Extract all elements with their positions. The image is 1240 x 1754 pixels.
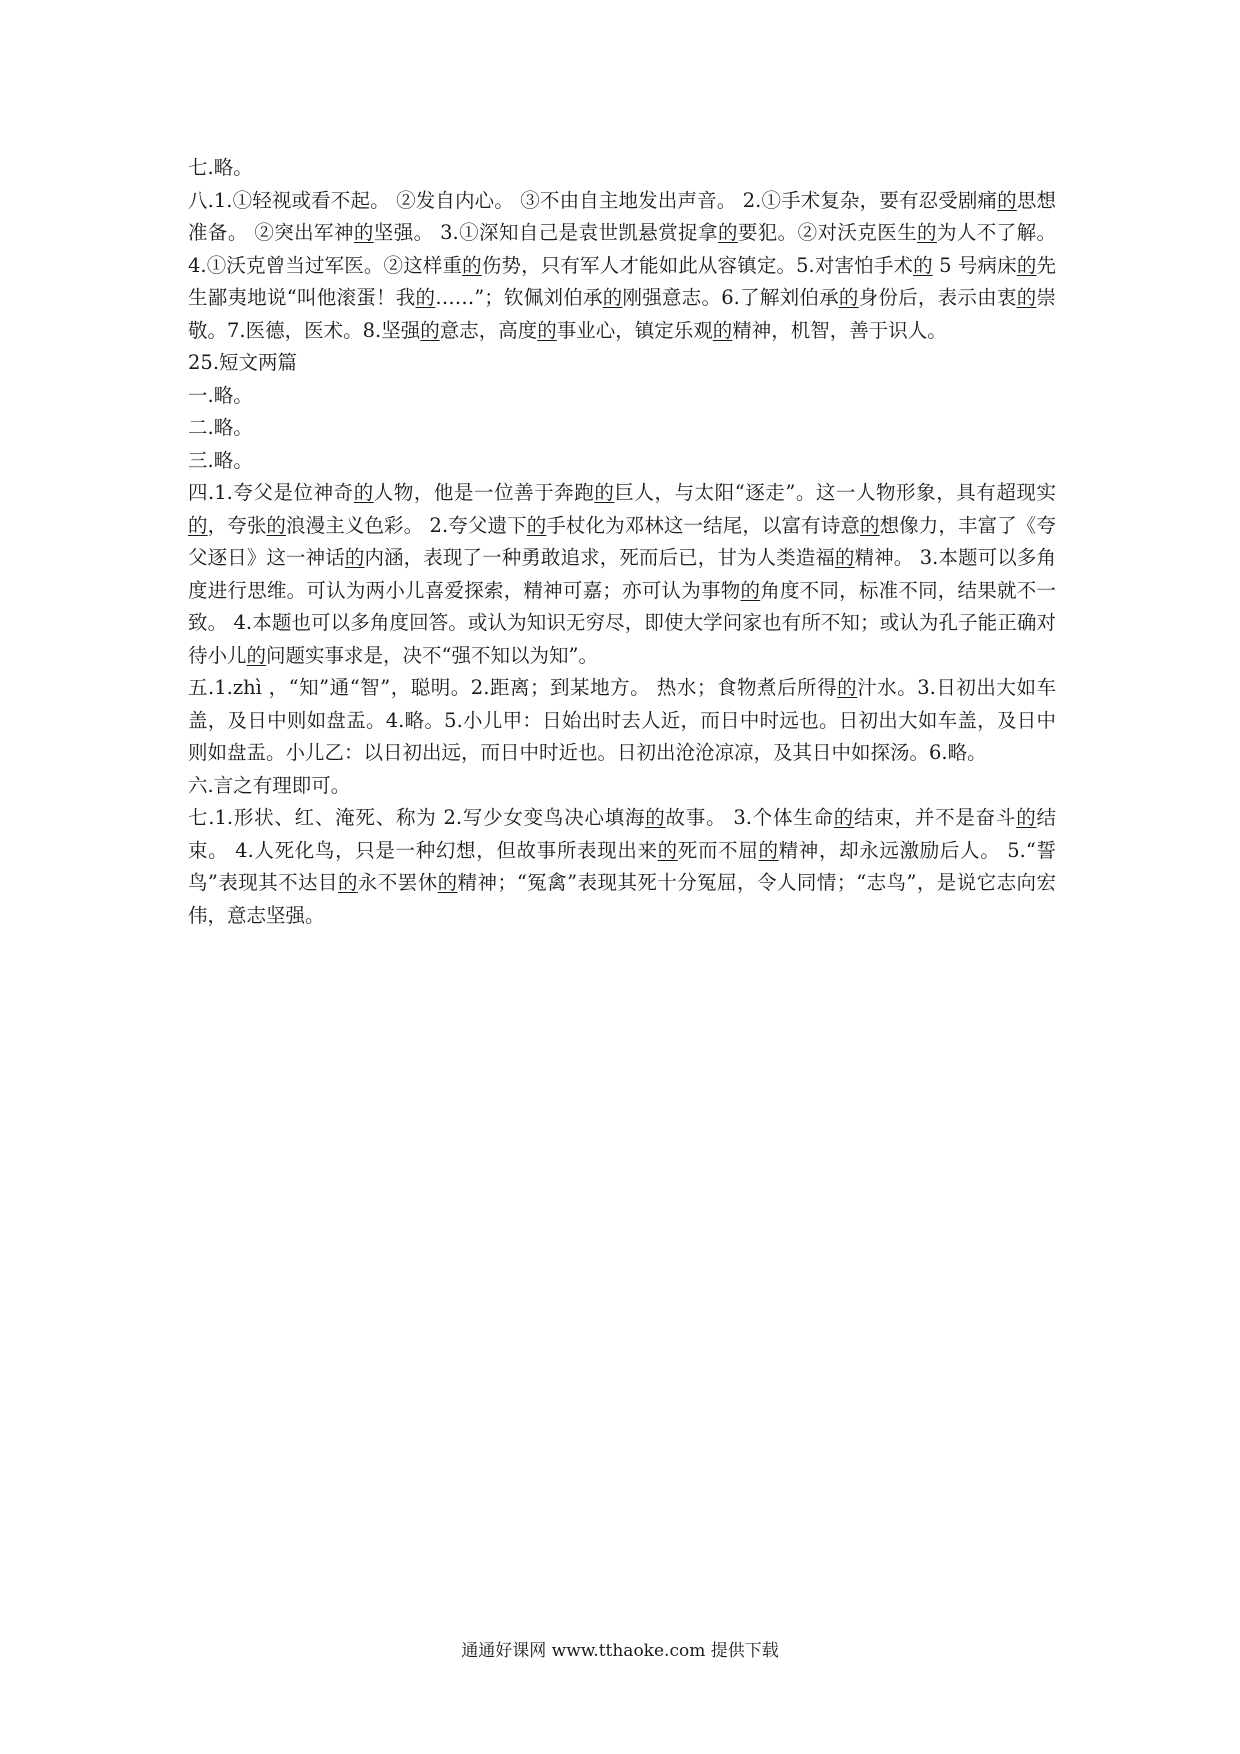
text-run: 人物，他是一位善于奔跑 — [373, 481, 595, 504]
underlined-text: 的 — [859, 513, 880, 537]
paragraph — [188, 185, 1056, 348]
text-run: 角度不同，标准不同，结果就不一致。 4.本题也可以多角度回答。或认为知识无穷尽，即使大学问家也有所不知；或认为孔子能正确对待小儿 — [188, 578, 1056, 667]
underlined-text: 的 — [740, 578, 761, 602]
text-run: ，夸张 — [207, 513, 267, 537]
underlined-text: 的 — [1016, 286, 1037, 309]
text-run: 5 号病床 — [932, 253, 1017, 277]
underlined-text: 的 — [837, 676, 858, 699]
text-run: ……”；钦佩刘伯承 — [435, 286, 603, 309]
text-run: 要犯。②对沃克医生 — [737, 221, 918, 244]
underlined-text: 的 — [420, 318, 440, 342]
text-run: 故事。 3.个体生命 — [665, 806, 834, 829]
text-run: 坚强。 3.①深知自己是袁世凯悬赏捉拿 — [373, 221, 718, 244]
paragraph — [188, 380, 1056, 413]
underlined-text: 的 — [997, 188, 1017, 212]
text-run: 五.1.zhì ，“知”通“智”，聪明。2.距离；到某地方。 热水；食物煮后所得 — [188, 676, 838, 699]
text-run: 为人不了解。 4.①沃克曾当过军医。②这样重 — [188, 221, 1056, 277]
underlined-text: 的 — [1016, 253, 1037, 277]
underlined-text: 的 — [838, 286, 859, 309]
text-run: 结束。 4.人死化鸟，只是一种幻想，但故事所表现出来 — [188, 806, 1056, 862]
text-run: 一.略。 — [188, 383, 253, 407]
page-footer: 通通好课网 www.tthaoke.com 提供下载 — [461, 1641, 779, 1661]
text-run: 手杖化为邓林这一结尾，以富有诗意 — [546, 513, 860, 537]
text-run: 结束，并不是奋斗 — [854, 806, 1017, 829]
text-run: 永不罢休 — [357, 871, 438, 894]
underlined-text: 的 — [913, 253, 933, 277]
text-run: 事业心，镇定乐观 — [556, 318, 713, 342]
paragraph — [188, 802, 1056, 932]
text-run: 七.1.形状、红、淹死、称为 2.写少女变鸟决心填海 — [188, 806, 646, 829]
underlined-text: 的 — [917, 221, 937, 244]
underlined-text: 的 — [344, 546, 365, 569]
text-run: 问题实事求是，决不“强不知以为知”。 — [266, 643, 598, 667]
underlined-text: 的 — [645, 806, 666, 829]
paragraph — [188, 152, 1056, 185]
text-run: 身份后，表示由衷 — [858, 286, 1017, 309]
underlined-text: 的 — [246, 643, 267, 667]
paragraph — [188, 770, 1056, 803]
underlined-text: 的 — [594, 481, 615, 504]
underlined-text: 的 — [712, 318, 733, 342]
text-run: 意志，高度 — [439, 318, 538, 342]
text-run: 想像力，丰富了《夸父逐日》这一神话 — [188, 513, 1056, 569]
text-run: 三.略。 — [188, 448, 253, 472]
paragraph — [188, 445, 1056, 478]
underlined-text: 的 — [337, 871, 358, 894]
underlined-text: 的 — [537, 318, 557, 342]
underlined-text: 的 — [526, 513, 547, 537]
document-body — [188, 152, 1056, 932]
underlined-text: 的 — [353, 221, 374, 244]
text-run: 精神；“冤禽”表现其死十分冤屈，令人同情；“志鸟”，是说它志向宏伟，意志坚强。 — [188, 871, 1056, 927]
text-run: 内涵，表现了一种勇敢追求，死而后已，甘为人类造福 — [364, 546, 835, 569]
text-run: 七.略。 — [188, 156, 253, 179]
underlined-text: 的 — [437, 871, 458, 894]
underlined-text: 的 — [657, 838, 678, 862]
text-run: 六.言之有理即可。 — [188, 773, 351, 797]
text-run: 巨人，与太阳“逐走”。这一人物形象，具有超现实 — [614, 481, 1056, 504]
underlined-text: 的 — [188, 513, 208, 537]
underlined-text: 的 — [758, 838, 779, 862]
text-run: 伤势，只有军人才能如此从容镇定。5.对害怕手术 — [481, 253, 914, 277]
text-run: 崇敬。7.医德，医术。8.坚强 — [188, 286, 1056, 342]
paragraph — [188, 672, 1056, 770]
text-run: 刚强意志。6.了解刘伯承 — [622, 286, 839, 309]
text-run: 二.略。 — [188, 416, 253, 439]
underlined-text: 的 — [462, 253, 482, 277]
text-run: 25.短文两篇 — [188, 351, 298, 374]
text-run: 精神。 3.本题可以多角度进行思维。可认为两小儿喜爱探索，精神可嘉；亦可认为事物 — [188, 546, 1056, 602]
text-run: 死而不屈 — [677, 838, 759, 862]
underlined-text: 的 — [415, 286, 436, 309]
text-run: 浪漫主义色彩。 2.夸父遗下 — [286, 513, 527, 537]
underlined-text: 的 — [834, 546, 855, 569]
text-run: 思想准备。 ②突出军神 — [188, 188, 1056, 244]
underlined-text: 的 — [1016, 806, 1037, 829]
underlined-text: 的 — [353, 481, 374, 504]
text-run: 八.1.①轻视或看不起。 ②发自内心。 ③不由自主地发出声音。 2.①手术复杂，要有忍受剧痛 — [188, 188, 998, 212]
underlined-text: 的 — [833, 806, 855, 829]
underlined-text: 的 — [266, 513, 287, 537]
text-run: 精神，却永远激励后人。 5.“誓鸟”表现其不达目 — [188, 838, 1056, 894]
text-run: 汁水。3.日初出大如车盖，及日中则如盘盂。4.略。5.小儿甲：日始出时去人近，而日中时远也。日初出大如车盖，及日中则如盘盂。小儿乙：以日初出远，而日中时近也。日初出沧沧凉凉，及其日中如探汤。6.略。 — [188, 676, 1056, 764]
text-run: 先生鄙夷地说“叫他滚蛋！我 — [188, 253, 1056, 309]
underlined-text: 的 — [717, 221, 738, 244]
paragraph — [188, 412, 1056, 445]
paragraph — [188, 477, 1056, 672]
underlined-text: 的 — [602, 286, 623, 309]
paragraph — [188, 347, 1056, 380]
text-run: 精神，机智，善于识人。 — [732, 318, 947, 342]
text-run: 四.1.夸父是位神奇 — [188, 481, 354, 504]
